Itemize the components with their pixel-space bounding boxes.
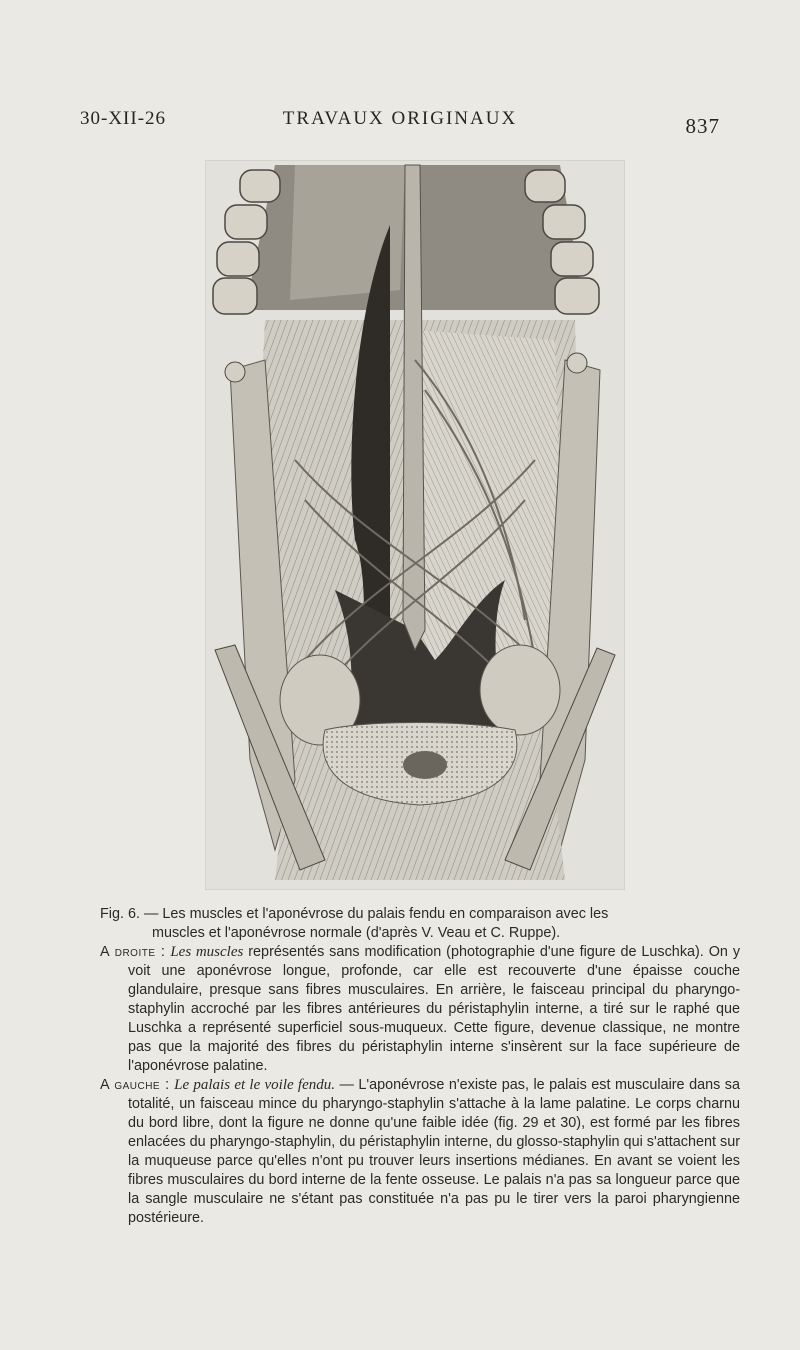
right-italic: Les muscles xyxy=(170,944,244,960)
right-lead: A droite : xyxy=(100,944,166,960)
caption-right-paragraph xyxy=(100,943,740,1076)
header-section-title: TRAVAUX ORIGINAUX xyxy=(282,108,518,129)
anatomical-figure xyxy=(205,160,625,890)
left-text: — L'aponévrose n'existe pas, le palais est musculaire dans sa totalité, un faisceau mince du pharyngo-staphylin s'attache à la lame palatine. Le corps charnu du bord libre, dont la figure ne donne qu'une faible idée (fig. 29 et 30), est formé par les fibres enlacées du pharyngo-staphylin, du péristaphylin interne, du glosso-staphylin qui s'attachent sur la muqueuse parce qu'elles n'ont pu trouver leurs insertions médianes. En avant se voient les fibres musculaires du bord interne de la fente osseuse. Le palais n'a pas sa longueur parce que la sangle musculaire ne s'étant pas constituée n'a pas pu le tirer vers la paroi pharyngienne postérieure. xyxy=(128,1077,740,1226)
header-date: 30-XII-26 xyxy=(80,108,167,129)
palate-muscles-illustration-icon xyxy=(205,160,625,890)
figure-caption xyxy=(100,905,740,1228)
caption-left-paragraph xyxy=(100,1076,740,1228)
running-header xyxy=(80,108,720,138)
left-lead: A gauche : xyxy=(100,1077,170,1093)
figure-title-line2: muscles et l'aponévrose normale (d'après V. Veau et C. Ruppe). xyxy=(152,925,561,941)
left-italic: Le palais et le voile fendu. xyxy=(174,1077,335,1093)
page-number: 837 xyxy=(685,114,720,138)
figure-label: Fig. 6. — xyxy=(100,906,159,922)
right-text: représentés sans modification (photographie d'une figure de Luschka). On y voit une aponévrose longue, profonde, car elle est recouverte d'une épaisse couche glandulaire, presque sans fibres musculaires. En arrière, le faisceau principal du pharyngo-staphylin accroché par les fibres antérieures du péristaphylin interne, a tiré sur le raphé que Luschka a représenté superficiel sous-muqueux. Cette figure, devenue classique, ne montre pas que la majorité des fibres du péristaphylin interne s'insèrent sur la face supérieure de l'aponévrose palatine. xyxy=(128,944,741,1074)
figure-title xyxy=(100,905,740,943)
figure-title-line1: Les muscles et l'aponévrose du palais fendu en comparaison avec les xyxy=(162,906,609,922)
